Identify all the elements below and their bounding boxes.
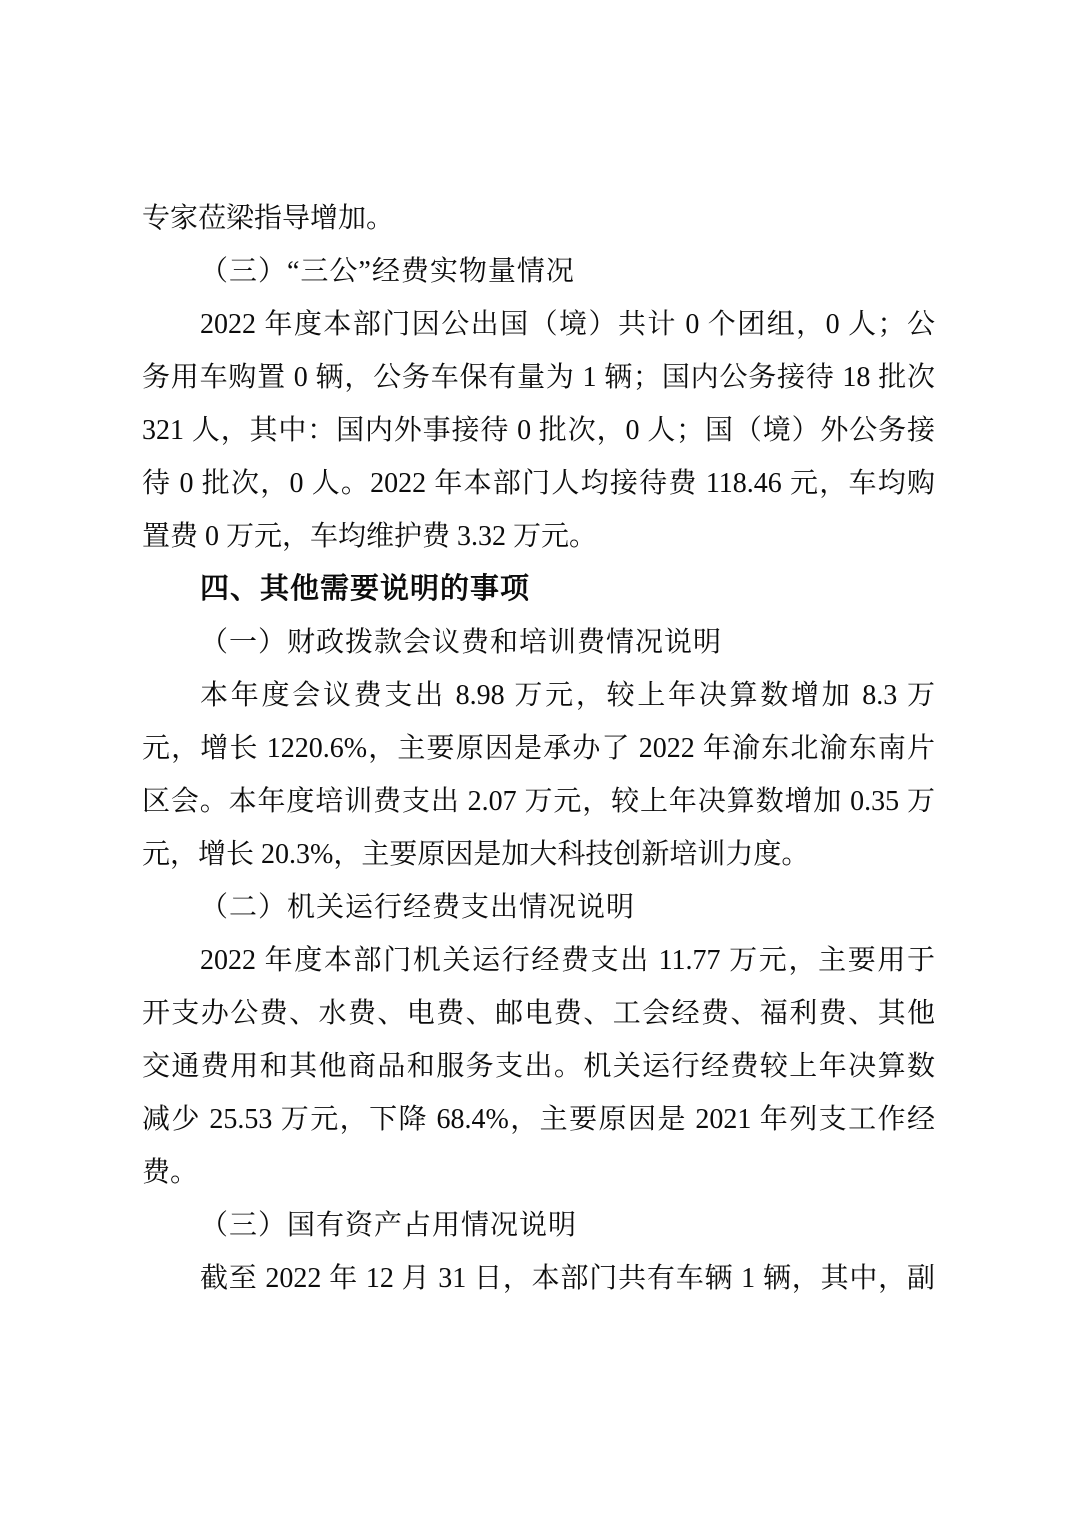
text-line: 截至 2022 年 12 月 31 日，本部门共有车辆 1 辆，其中，副	[200, 1263, 935, 1294]
text-line: 元，增长 1220.6%，主要原因是承办了 2022 年渝东北渝东南片	[142, 733, 935, 764]
text-line: 区会。本年度培训费支出 2.07 万元，较上年决算数增加 0.35 万	[142, 786, 935, 817]
subsection-heading: （三）“三公”经费实物量情况	[200, 256, 575, 287]
text-line: 交通费用和其他商品和服务支出。机关运行经费较上年决算数	[142, 1051, 935, 1082]
text-line: 置费 0 万元，车均维护费 3.32 万元。	[142, 521, 598, 552]
text-line: 开支办公费、水费、电费、邮电费、工会经费、福利费、其他	[142, 998, 935, 1029]
section-heading: 四、其他需要说明的事项	[200, 573, 531, 605]
text-line: 321 人，其中：国内外事接待 0 批次，0 人；国（境）外公务接	[142, 415, 935, 446]
subsection-heading: （二）机关运行经费支出情况说明	[200, 892, 636, 923]
text-line: 2022 年度本部门机关运行经费支出 11.77 万元，主要用于	[200, 945, 935, 976]
text-line: 务用车购置 0 辆，公务车保有量为 1 辆；国内公务接待 18 批次	[142, 362, 935, 393]
text-line: 减少 25.53 万元，下降 68.4%，主要原因是 2021 年列支工作经	[142, 1104, 935, 1135]
document-text-body	[142, 192, 935, 1305]
subsection-heading: （一）财政拨款会议费和培训费情况说明	[200, 627, 723, 658]
text-line: 本年度会议费支出 8.98 万元，较上年决算数增加 8.3 万	[200, 680, 935, 711]
subsection-heading: （三）国有资产占用情况说明	[200, 1210, 578, 1241]
text-line: 专家莅梁指导增加。	[142, 203, 395, 234]
text-line: 费。	[142, 1157, 199, 1188]
text-line: 元，增长 20.3%，主要原因是加大科技创新培训力度。	[142, 839, 810, 870]
text-line: 2022 年度本部门因公出国（境）共计 0 个团组，0 人；公	[200, 309, 935, 340]
text-line: 待 0 批次，0 人。2022 年本部门人均接待费 118.46 元，车均购	[142, 468, 935, 499]
